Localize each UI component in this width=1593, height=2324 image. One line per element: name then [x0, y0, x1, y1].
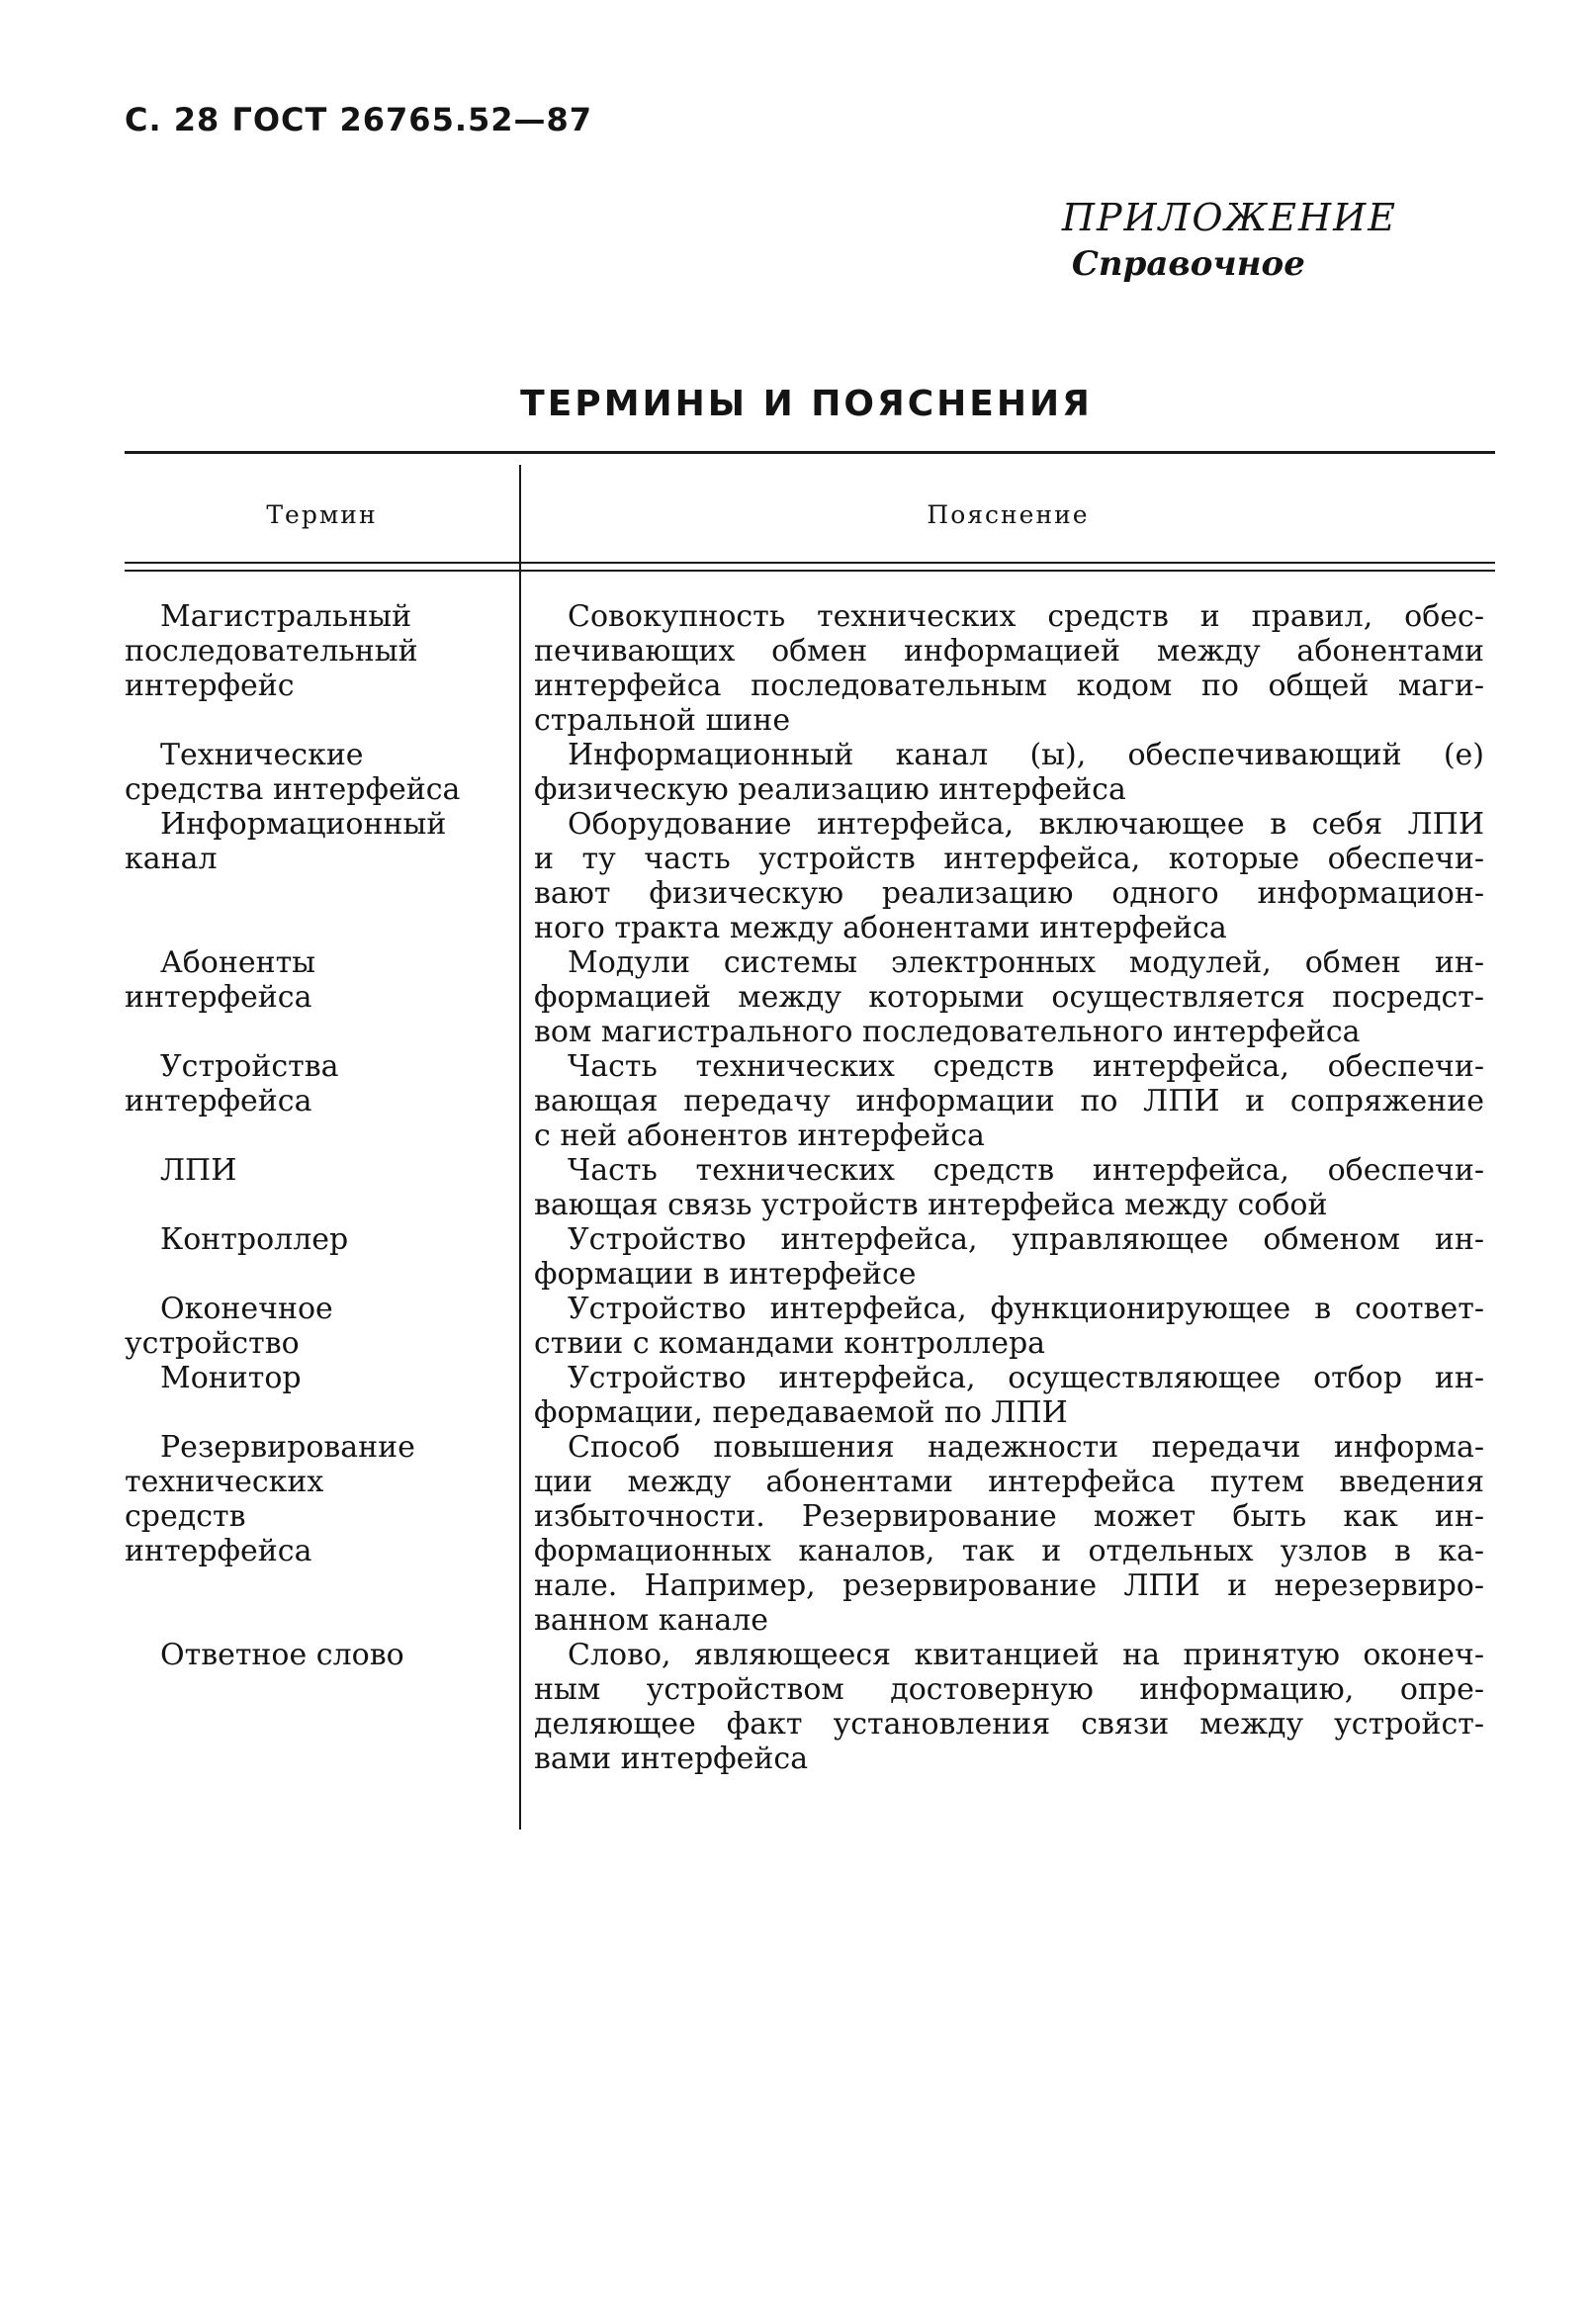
explanation-line: Слово, являющееся квитанцией на принятую оконеч-	[568, 1638, 1484, 1672]
term-line: устройство	[125, 1326, 300, 1361]
document-title: ТЕРМИНЫ И ПОЯСНЕНИЯ	[520, 384, 1093, 424]
term-line: Ответное слово	[160, 1638, 404, 1672]
term-line: Монитор	[160, 1361, 302, 1395]
explanation-line: Устройство интерфейса, управляющее обменом ин-	[568, 1222, 1484, 1257]
explanation-cell	[505, 1222, 1484, 1292]
term-cell	[125, 1222, 505, 1292]
term-line: интерфейс	[125, 669, 295, 703]
explanation-line: интерфейса последовательным кодом по общей маги-	[534, 669, 1484, 703]
term-line: интерфейса	[125, 980, 312, 1015]
appendix-subtitle: Справочное	[1071, 244, 1305, 284]
explanation-line: формации в интерфейсе	[534, 1257, 917, 1292]
term-line: Магистральный	[160, 599, 412, 634]
table-row	[125, 1361, 1495, 1430]
term-line: Контроллер	[160, 1222, 349, 1257]
term-cell	[125, 1292, 505, 1361]
table-header-rule	[125, 562, 1495, 564]
table-row	[125, 599, 1495, 738]
term-line: Оконечное	[160, 1292, 333, 1326]
table-row	[125, 1153, 1495, 1222]
term-cell	[125, 1430, 505, 1638]
explanation-cell	[505, 807, 1484, 945]
table-top-rule	[125, 451, 1495, 454]
term-line: средства интерфейса	[125, 772, 461, 807]
explanation-line: вом магистрального последовательного интерфейса	[534, 1015, 1361, 1049]
term-line: Устройства	[160, 1049, 339, 1084]
table-row	[125, 807, 1495, 945]
explanation-line: вающая связь устройств интерфейса между собой	[534, 1188, 1328, 1222]
term-line: Технические	[160, 738, 364, 772]
explanation-line: печивающих обмен информацией между абонентами	[534, 634, 1484, 669]
appendix-block	[1062, 194, 1397, 287]
explanation-cell	[505, 1361, 1484, 1430]
explanation-cell	[505, 1049, 1484, 1153]
term-cell	[125, 1049, 505, 1153]
explanation-line: Совокупность технических средств и правил, обес-	[568, 599, 1484, 634]
explanation-line: формации, передаваемой по ЛПИ	[534, 1395, 1068, 1430]
table-row	[125, 738, 1495, 807]
explanation-line: Часть технических средств интерфейса, обеспечи-	[568, 1049, 1484, 1084]
term-line: ЛПИ	[160, 1153, 237, 1188]
explanation-cell	[505, 1638, 1484, 1776]
explanation-line: ным устройством достоверную информацию, опре-	[534, 1672, 1484, 1707]
term-line: канал	[125, 842, 218, 876]
term-line: Абоненты	[160, 945, 316, 980]
explanation-line: Устройство интерфейса, функционирующее в соответ-	[568, 1292, 1484, 1326]
explanation-line: нале. Например, резервирование ЛПИ и нерезервиро-	[534, 1568, 1484, 1603]
explanation-line: формацией между которыми осуществляется посредст-	[534, 980, 1484, 1015]
explanation-cell	[505, 1153, 1484, 1222]
table-header-rule-double	[125, 570, 1495, 572]
explanation-line: Оборудование интерфейса, включающее в себя ЛПИ	[568, 807, 1484, 842]
page-header: С. 28 ГОСТ 26765.52—87	[125, 101, 593, 138]
explanation-line: ции между абонентами интерфейса путем введения	[534, 1465, 1484, 1499]
explanation-line: ванном канале	[534, 1603, 769, 1638]
explanation-cell	[505, 1430, 1484, 1638]
table-row	[125, 1049, 1495, 1153]
table-row	[125, 1430, 1495, 1638]
table-row	[125, 1222, 1495, 1292]
explanation-line: стральной шине	[534, 703, 791, 738]
term-cell	[125, 1638, 505, 1776]
explanation-cell	[505, 945, 1484, 1049]
explanation-line: вающая передачу информации по ЛПИ и сопряжение	[534, 1084, 1484, 1118]
explanation-line: Способ повышения надежности передачи информа-	[568, 1430, 1484, 1465]
table-row	[125, 1638, 1495, 1776]
explanation-cell	[505, 1292, 1484, 1361]
explanation-cell	[505, 738, 1484, 807]
term-cell	[125, 945, 505, 1049]
term-cell	[125, 738, 505, 807]
term-line: Резервирование	[160, 1430, 415, 1465]
column-header-explanation: Пояснение	[927, 500, 1090, 529]
term-line: последовательный	[125, 634, 418, 669]
explanation-line: деляющее факт установления связи между устройст-	[534, 1707, 1484, 1742]
explanation-line: ного тракта между абонентами интерфейса	[534, 911, 1227, 945]
term-line: технических	[125, 1465, 324, 1499]
term-line: интерфейса	[125, 1534, 312, 1568]
explanation-line: Устройство интерфейса, осуществляющее отбор ин-	[568, 1361, 1484, 1395]
table-row	[125, 945, 1495, 1049]
explanation-line: формационных каналов, так и отдельных узлов в ка-	[534, 1534, 1484, 1568]
explanation-line: вами интерфейса	[534, 1742, 809, 1776]
explanation-line: вают физическую реализацию одного информацион-	[534, 876, 1484, 911]
term-cell	[125, 1153, 505, 1222]
term-cell	[125, 1361, 505, 1430]
terms-table-body	[125, 599, 1495, 1776]
explanation-cell	[505, 599, 1484, 738]
appendix-title: ПРИЛОЖЕНИЕ	[1061, 196, 1397, 239]
term-line: интерфейса	[125, 1084, 312, 1118]
explanation-line: и ту часть устройств интерфейса, которые обеспечи-	[534, 842, 1484, 876]
term-line: Информационный	[160, 807, 447, 842]
term-line: средств	[125, 1499, 246, 1534]
column-header-term: Термин	[266, 500, 378, 529]
table-row	[125, 1292, 1495, 1361]
term-cell	[125, 599, 505, 738]
explanation-line: Информационный канал (ы), обеспечивающий (е)	[568, 738, 1484, 772]
explanation-line: ствии с командами контроллера	[534, 1326, 1046, 1361]
explanation-line: физическую реализацию интерфейса	[534, 772, 1126, 807]
explanation-line: Модули системы электронных модулей, обмен ин-	[568, 945, 1484, 980]
explanation-line: с ней абонентов интерфейса	[534, 1118, 985, 1153]
explanation-line: избыточности. Резервирование может быть как ин-	[534, 1499, 1484, 1534]
term-cell	[125, 807, 505, 945]
explanation-line: Часть технических средств интерфейса, обеспечи-	[568, 1153, 1484, 1188]
